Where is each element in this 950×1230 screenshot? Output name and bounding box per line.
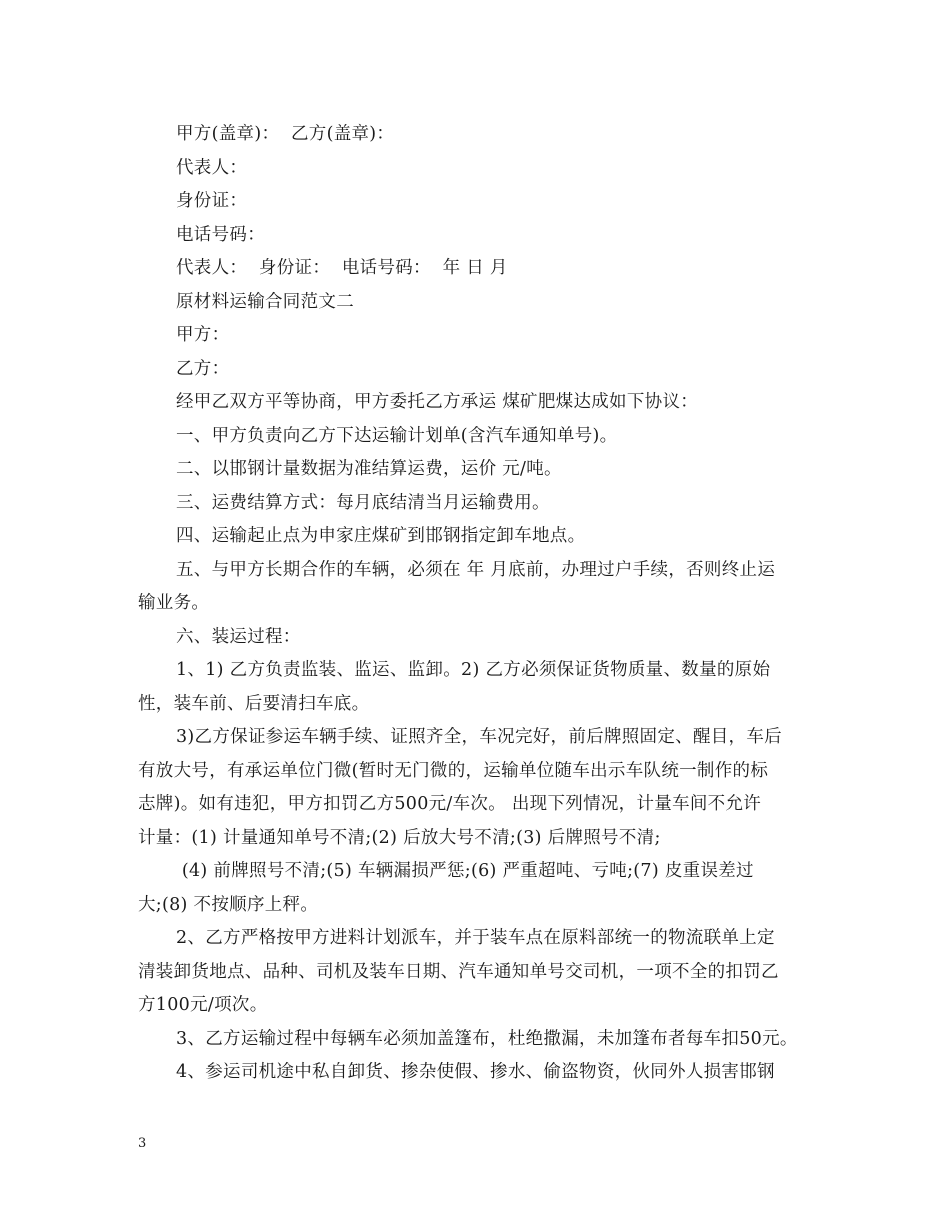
text-line: 原材料运输合同范文二: [176, 291, 354, 312]
text-line: 2、乙方严格按甲方进料计划派车，并于装车点在原料部统一的物流联单上定: [176, 928, 775, 948]
text-line: 代表人： 身份证： 电话号码： 年 日 月: [176, 258, 508, 278]
text-line: 三、运费结算方式：每月底结清当月运输费用。: [176, 492, 550, 513]
text-line: 输业务。: [138, 593, 210, 613]
text-line: 四、运输起止点为申家庄煤矿到邯钢指定卸车地点。: [176, 526, 586, 546]
text-line: 4、参运司机途中私自卸货、掺杂使假、掺水、偷盗物资，伙同外人损害邯钢: [176, 1062, 775, 1082]
document-body: [138, 118, 818, 1090]
text-line: 方100元/项次。: [138, 995, 268, 1015]
text-line: 五、与甲方长期合作的车辆，必须在 年 月底前，办理过户手续，否则终止运: [176, 559, 776, 580]
text-line: 有放大号，有承运单位门微(暂时无门微的，运输单位随车出示车队统一制作的标: [138, 760, 769, 781]
text-line: 电话号码：: [176, 224, 265, 245]
text-line: 1、1) 乙方负责监装、监运、监卸。2) 乙方必须保证货物质量、数量的原始: [176, 660, 771, 680]
text-line: 乙方：: [176, 358, 230, 379]
text-line: 二、以邯钢计量数据为准结算运费，运价 元/吨。: [176, 459, 562, 479]
text-line: 3、乙方运输过程中每辆车必须加盖篷布，杜绝撒漏，未加篷布者每车扣50元。: [176, 1028, 798, 1049]
text-line: 六、装运过程：: [176, 626, 301, 647]
text-line: 清装卸货地点、品种、司机及装车日期、汽车通知单号交司机，一项不全的扣罚乙: [138, 961, 779, 982]
text-line: (4) 前牌照号不清;(5) 车辆漏损严惩;(6) 严重超吨、亏吨;(7) 皮重误差过: [176, 861, 754, 881]
page-number: 3: [138, 1136, 147, 1151]
text-line: 志牌)。如有违犯，甲方扣罚乙方500元/车次。 出现下列情况，计量车间不允许: [138, 794, 762, 814]
text-line: 甲方：: [176, 325, 230, 345]
text-line: 身份证：: [176, 191, 248, 211]
text-line: 3)乙方保证参运车辆手续、证照齐全，车况完好，前后牌照固定、醒目，车后: [176, 727, 782, 747]
text-line: 计量：(1) 计量通知单号不清;(2) 后放大号不清;(3) 后牌照号不清;: [138, 827, 661, 848]
text-line: 大;(8) 不按顺序上秤。: [138, 894, 319, 915]
text-line: 性，装车前、后要清扫车底。: [138, 693, 370, 714]
text-line: 代表人：: [176, 157, 248, 178]
text-line: 一、甲方负责向乙方下达运输计划单(含汽车通知单号)。: [176, 425, 618, 446]
text-line: 甲方(盖章)： 乙方(盖章)：: [176, 124, 395, 144]
text-line: 经甲乙双方平等协商，甲方委托乙方承运 煤矿肥煤达成如下协议：: [176, 392, 699, 412]
